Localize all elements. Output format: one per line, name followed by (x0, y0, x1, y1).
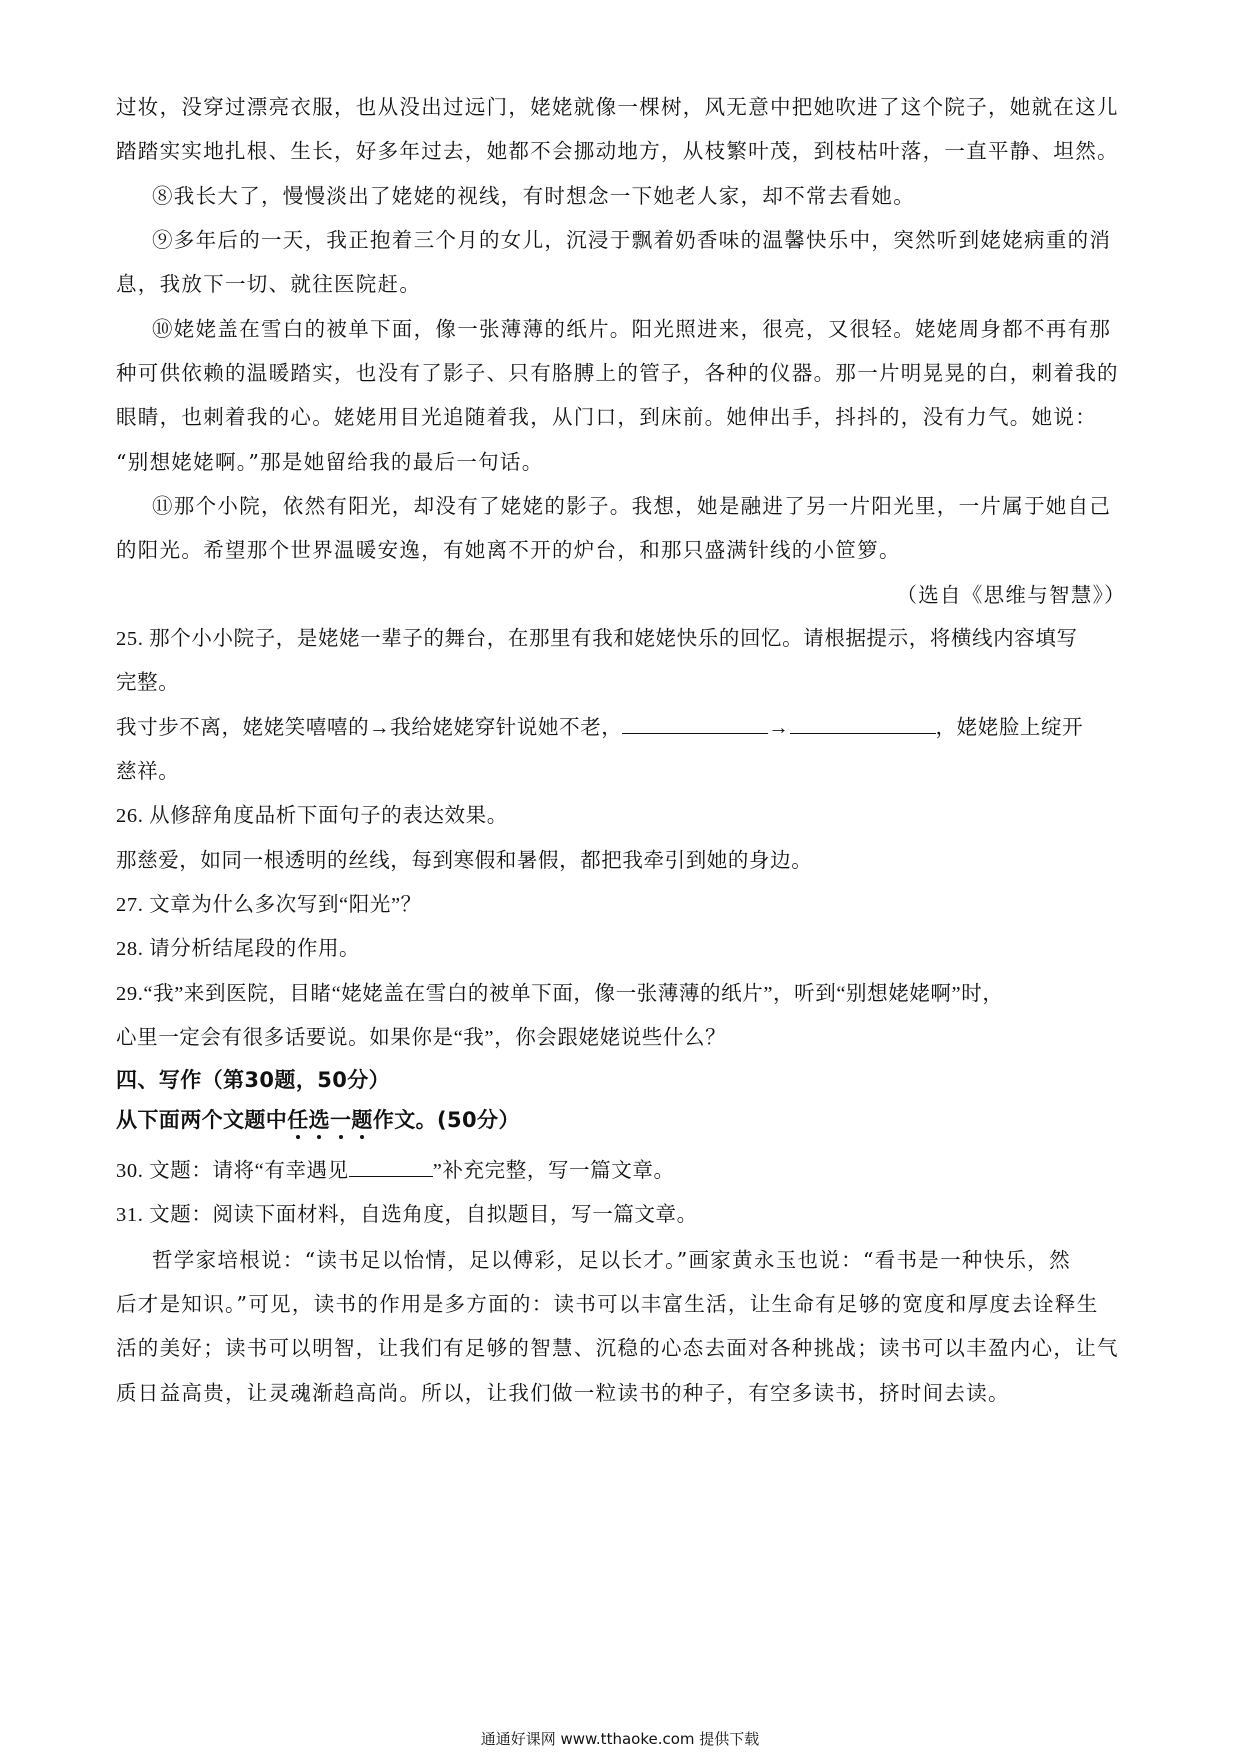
question-31: 31. 文题：阅读下面材料，自选角度，自拟题目，写一篇文章。 (116, 1204, 698, 1226)
paragraph-11-line-2: 的阳光。希望那个世界温暖安逸，有她离不开的炉台，和那只盛满针线的小笸箩。 (116, 538, 901, 562)
question-30 (116, 1156, 675, 1186)
writing-section-heading: 四、写作（第30题，50分） (116, 1068, 391, 1092)
material-line-2: 后才是知识。”可见，读书的作用是多方面的：读书可以丰富生活，让生命有足够的宽度和厚度去诠释生 (116, 1292, 1099, 1316)
question-26-line-2: 那慈爱，如同一根透明的丝线，每到寒假和暑假，都把我牵引到她的身边。 (116, 850, 813, 872)
paragraph-7-line-2: 踏踏实实地扎根、生长，好多年过去，她都不会挪动地方，从枝繁叶茂，到枝枯叶落，一直平静、坦然。 (116, 139, 1119, 163)
paragraph-9-line-1: ⑨多年后的一天，我正抱着三个月的女儿，沉浸于飘着奶香味的温馨快乐中，突然听到姥姥病重的消 (152, 228, 1112, 252)
instruction-text-a: 从下面两个文题中 (116, 1108, 288, 1132)
material-line-4: 质日益高贵，让灵魂渐趋高尚。所以，让我们做一粒读书的种子，有空多读书，挤时间去读。 (116, 1381, 1010, 1405)
question-30-prompt-a: 30. 文题：请将“有幸遇见 (116, 1160, 349, 1182)
question-27: 27. 文章为什么多次写到“阳光”？ (116, 894, 422, 916)
answer-blank-1[interactable] (622, 713, 768, 734)
question-26-line-1: 26. 从修辞角度品析下面句子的表达效果。 (116, 805, 508, 827)
emphasis-char: 一 (330, 1108, 352, 1132)
question-30-prompt-b: ”补充完整，写一篇文章。 (432, 1160, 675, 1182)
question-25-prompt-a: 我寸步不离，姥姥笑嘻嘻的→我给姥姥穿针说她不老， (116, 717, 623, 739)
question-29-line-1: 29.“我”来到医院，目睹“姥姥盖在雪白的被单下面，像一张薄薄的纸片”，听到“别想姥姥啊”时， (116, 983, 1004, 1005)
question-25-line-1: 25. 那个小小院子，是姥姥一辈子的舞台，在那里有我和姥姥快乐的回忆。请根据提示，将横线内容填写 (116, 628, 1078, 650)
paragraph-10-line-3: 眼睛，也刺着我的心。姥姥用目光追随着我，从门口，到床前。她伸出手，抖抖的，没有力气。她说： (116, 405, 1097, 429)
question-29-line-2: 心里一定会有很多话要说。如果你是“我”，你会跟姥姥说些什么？ (116, 1027, 727, 1049)
answer-blank-2[interactable] (790, 713, 936, 734)
paragraph-9-line-2: 息，我放下一切、就往医院赶。 (116, 272, 422, 296)
title-blank[interactable] (349, 1156, 433, 1177)
paragraph-7-line-1: 过妆，没穿过漂亮衣服，也从没出过远门，姥姥就像一棵树，风无意中把她吹进了这个院子，她就在这儿 (116, 95, 1119, 119)
question-28: 28. 请分析结尾段的作用。 (116, 938, 361, 960)
question-25-fill-line (116, 713, 1083, 743)
paragraph-8-line-1: ⑧我长大了，慢慢淡出了姥姥的视线，有时想念一下她老人家，却不常去看她。 (152, 184, 915, 208)
paragraph-10-line-1: ⑩姥姥盖在雪白的被单下面，像一张薄薄的纸片。阳光照进来，很亮，又很轻。姥姥周身都不再有那 (152, 317, 1112, 341)
paragraph-10-line-2: 种可供依赖的温暖踏实，也没有了影子、只有胳膊上的管子，各种的仪器。那一片明晃晃的白，刺着我的 (116, 361, 1119, 385)
question-25-line-4: 慈祥。 (116, 761, 180, 783)
question-25-line-2: 完整。 (116, 672, 180, 694)
instruction-text-b: 作文。(50分） (372, 1108, 520, 1132)
material-line-1: 哲学家培根说：“读书足以怡情，足以傅彩，足以长才。”画家黄永玉也说：“看书是一种快乐，然 (152, 1248, 1071, 1272)
arrow-icon: → (768, 717, 790, 739)
paragraph-11-line-1: ⑪那个小院，依然有阳光，却没有了姥姥的影子。我想，她是融进了另一片阳光里，一片属于她自己 (152, 494, 1112, 518)
writing-instruction (116, 1105, 520, 1135)
material-line-3: 活的美好；读书可以明智，让我们有足够的智慧、沉稳的心态去面对各种挑战；读书可以丰盈内心，让气 (116, 1336, 1119, 1360)
emphasis-char: 选 (308, 1108, 331, 1132)
emphasis-char: 题 (351, 1108, 373, 1132)
paragraph-10-line-4: “别想姥姥啊。”那是她留给我的最后一句话。 (116, 450, 544, 474)
page-footer: 通通好课网 www.tthaoke.com 提供下载 (480, 1730, 760, 1748)
emphasis-char: 任 (287, 1108, 309, 1132)
question-25-prompt-b: ，姥姥脸上绽开 (935, 717, 1084, 739)
passage-source: （选自《思维与智慧》） (896, 583, 1126, 607)
